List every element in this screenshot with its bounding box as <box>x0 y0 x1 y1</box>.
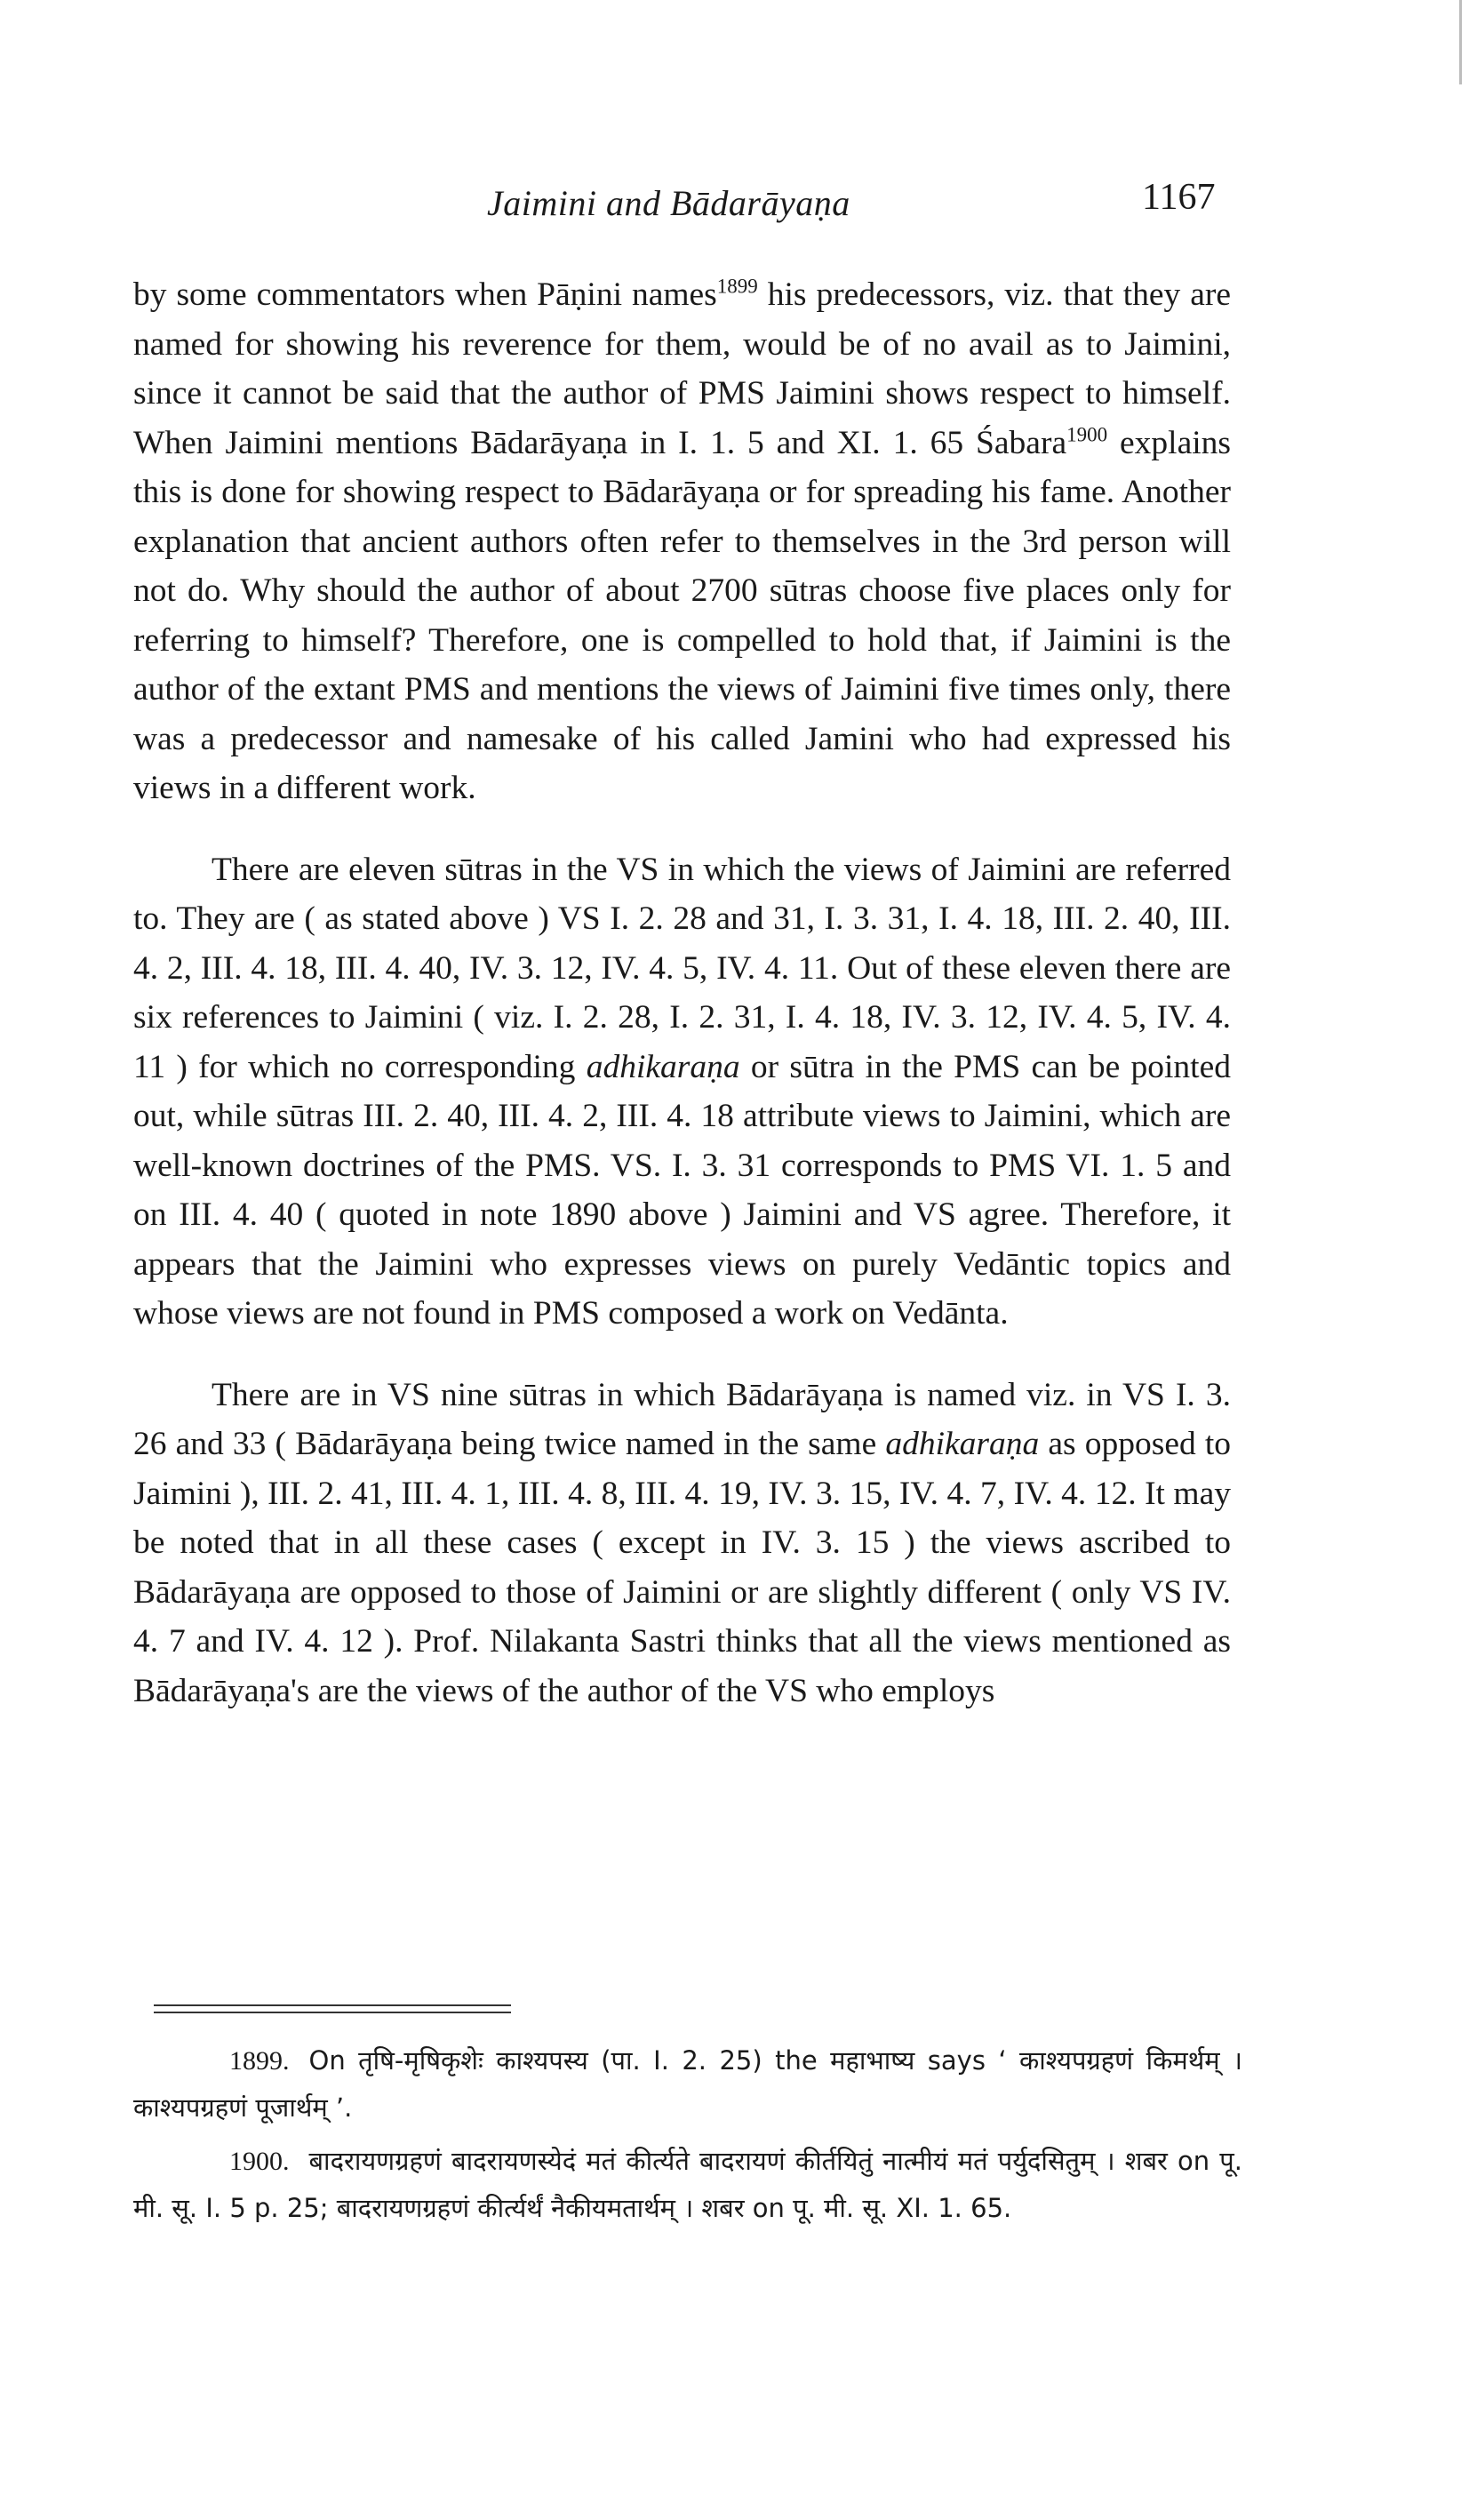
footnote-1900 <box>133 2138 1242 2231</box>
footnote-ref-1899: 1899 <box>716 275 758 298</box>
footnotes <box>133 2037 1242 2231</box>
scan-edge-line <box>1459 0 1462 84</box>
footnote-number: 1900. <box>229 2147 290 2176</box>
paragraph-3-text-b: as opposed to Jaimini ), III. 2. 41, III. 4. 1, III. 4. 8, III. 4. 19, IV. 3. 15, IV. 4. 7, IV. 4. 12. It may be noted that in all these cases ( except in IV. 3. 15 ) the views ascribed to Bādarāyaṇa are opposed to those of Jaimini or are slightly different ( only VS IV. 4. 7 and IV. 4. 12 ). Prof. Nilakanta Sastri thinks that all the views mentioned as Bādarāyaṇa's are the views of the author of the VS who employs <box>133 1426 1231 1709</box>
paragraph-3-italic-term: adhikaraṇa <box>885 1426 1040 1462</box>
paragraph-3 <box>133 1371 1231 1716</box>
paragraph-2 <box>133 845 1231 1339</box>
paragraph-1 <box>133 270 1231 813</box>
footnote-text: On तृषि-मृषिकृशेः काश्यपस्य (पा. I. 2. 25) the महाभाष्य says ‘ काश्यपग्रहणं किमर्थम् । काश्यपग्रहणं पूजार्थम् ’. <box>133 2045 1242 2123</box>
paragraph-1-text-b: his predecessors, viz. that they are named for showing his reverence for them, would be of no avail as to Jaimini, since it cannot be said that the author of PMS Jaimini shows respect to himself. When Jaimini mentions Bādarāyaṇa in I. 1. 5 and XI. 1. 65 Śabara <box>133 276 1231 461</box>
paragraph-2-text-a: There are eleven sūtras in the VS in which the views of Jaimini are referred to. They are ( as stated above ) VS I. 2. 28 and 31, I. 3. 31, I. 4. 18, III. 2. 40, III. 4. 2, III. 4. 18, III. 4. 40, IV. 3. 12, IV. 4. 5, IV. 4. 11. Out of these eleven there are six references to Jaimini ( viz. I. 2. 28, I. 2. 31, I. 4. 18, IV. 3. 12, IV. 4. 5, IV. 4. 11 ) for which no corresponding <box>133 851 1231 1085</box>
footnote-text: बादरायणग्रहणं बादरायणस्येदं मतं कीर्त्यते बादरायणं कीर्तयितुं नात्मीयं मतं पर्युदसितुम् । शबर on पू. मी. सू. I. 5 p. 25; बादरायणग्रहणं कीर्त्यर्थं नैकीयमतार्थम् । शबर on पू. मी. सू. XI. 1. 65. <box>133 2146 1242 2223</box>
running-title: Jaimini and Bādarāyaṇa <box>487 183 850 223</box>
page-number: 1167 <box>1142 177 1216 218</box>
paragraph-2-text-b: or sūtra in the PMS can be pointed out, while sūtras III. 2. 40, III. 4. 2, III. 4. 18 attribute views to Jaimini, which are well-known doctrines of the PMS. VS. I. 3. 31 corresponds to PMS VI. 1. 5 and on III. 4. 40 ( quoted in note 1890 above ) Jaimini and VS agree. Therefore, it appears that the Jaimini who expresses views on purely Vedāntic topics and whose views are not found in PMS composed a work on Vedānta. <box>133 1048 1231 1332</box>
footnote-1899 <box>133 2037 1242 2131</box>
footnote-ref-1900: 1900 <box>1066 423 1108 445</box>
body-text <box>133 270 1231 1716</box>
paragraph-3-text-a: There are in VS nine sūtras in which Bādarāyaṇa is named viz. in VS I. 3. 26 and 33 ( Bādarāyaṇa being twice named in the same <box>133 1376 1231 1462</box>
paragraph-2-italic-term: adhikaraṇa <box>586 1048 740 1085</box>
paragraph-1-text-c: explains this is done for showing respect to Bādarāyaṇa or for spreading his fame. Another explanation that ancient authors often refer to themselves in the 3rd person will not do. Why should the author of about 2700 sūtras choose five places only for referring to himself? Therefore, one is compelled to hold that, if Jaimini is the author of the extant PMS and mentions the views of Jaimini five times only, there was a predecessor and namesake of his called Jamini who had expressed his views in a different work. <box>133 424 1231 806</box>
footnote-divider <box>154 2004 511 2013</box>
paragraph-1-text-a: by some commentators when Pāṇini names <box>133 276 717 313</box>
footnote-number: 1899. <box>229 2046 290 2076</box>
